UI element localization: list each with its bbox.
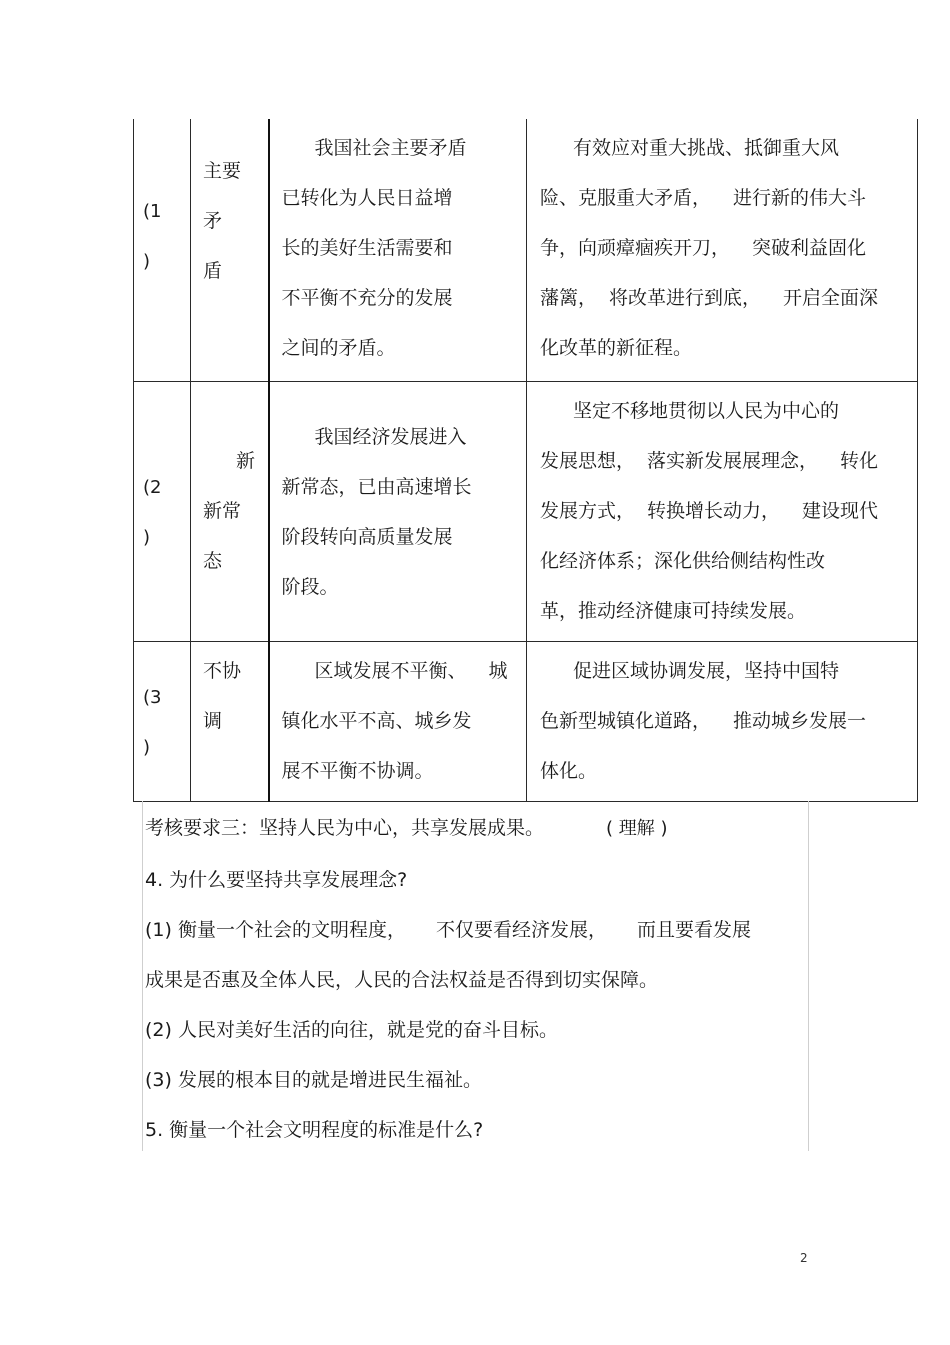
answer-1-part: 不仅要看经济发展， bbox=[435, 919, 607, 941]
problem-line bbox=[282, 646, 517, 696]
question-4: 4. 为什么要坚持共享发展理念? bbox=[145, 869, 408, 891]
topic-line: 主要 bbox=[203, 160, 242, 182]
problem-line: 阶段转向高质量发展 bbox=[281, 525, 453, 548]
measure-line: 化经济体系；深化供给侧结构性改 bbox=[540, 549, 826, 572]
problem-cell bbox=[269, 641, 527, 801]
requirement-heading bbox=[145, 813, 668, 840]
measure-fragment: 推动城乡发展一 bbox=[733, 709, 867, 732]
table-row bbox=[134, 381, 918, 641]
measure-line bbox=[540, 486, 907, 536]
problem-line: 之间的矛盾。 bbox=[281, 337, 396, 359]
topic-line: 矛 bbox=[203, 210, 223, 232]
problem-line: 长的美好生活需要和 bbox=[281, 237, 453, 259]
problem-line: 展不平衡不协调。 bbox=[281, 759, 434, 782]
measure-cell bbox=[527, 381, 918, 641]
measure-fragment: 转换增长动力， bbox=[647, 499, 781, 522]
comparison-table bbox=[133, 119, 918, 802]
topic-cell bbox=[191, 381, 269, 641]
row-number-cell bbox=[134, 381, 191, 641]
measure-fragment: 转化 bbox=[840, 449, 879, 472]
answer-1-continued: 成果是否惠及全体人民，人民的合法权益是否得到切实保障。 bbox=[145, 969, 659, 991]
problem-line: 我国经济发展进入 bbox=[314, 425, 467, 448]
problem-line: 已转化为人民日益增 bbox=[281, 187, 453, 209]
measure-line bbox=[540, 696, 907, 746]
measure-cell bbox=[527, 119, 918, 381]
row-number-cell bbox=[134, 119, 191, 381]
problem-cell bbox=[269, 119, 527, 381]
topic-line: 不协 bbox=[203, 659, 242, 682]
row-number: (3 bbox=[143, 686, 162, 708]
measure-fragment: 进行新的伟大斗 bbox=[733, 187, 867, 209]
measure-line bbox=[540, 223, 907, 273]
row-number-paren: ) bbox=[143, 526, 151, 548]
topic-line: 新 bbox=[236, 449, 256, 472]
measure-line: 坚定不移地贯彻以人民为中心的 bbox=[573, 399, 840, 422]
measure-fragment: 争，向顽瘴痼疾开刀， bbox=[540, 237, 731, 259]
problem-line: 我国社会主要矛盾 bbox=[314, 137, 467, 159]
topic-line: 盾 bbox=[203, 260, 223, 282]
measure-line: 革，推动经济健康可持续发展。 bbox=[540, 599, 807, 622]
topic-line: 态 bbox=[203, 549, 223, 572]
topic-line: 调 bbox=[203, 709, 223, 732]
measure-line: 有效应对重大挑战、抵御重大风 bbox=[573, 137, 840, 159]
measure-fragment: 色新型城镇化道路， bbox=[540, 709, 712, 732]
problem-fragment: 城 bbox=[488, 659, 508, 682]
table-row bbox=[134, 641, 918, 801]
answer-1-part: 而且要看发展 bbox=[636, 919, 751, 941]
requirement-tag: ( 理解 ) bbox=[606, 818, 668, 839]
measure-fragment: 险、克服重大矛盾， bbox=[540, 187, 712, 209]
measure-line: 促进区域协调发展，坚持中国特 bbox=[573, 659, 840, 682]
topic-line: 新常 bbox=[203, 499, 242, 522]
problem-line: 不平衡不充分的发展 bbox=[281, 287, 453, 309]
problem-line: 阶段。 bbox=[281, 575, 339, 598]
measure-line bbox=[540, 436, 907, 486]
measure-fragment: 发展思想， bbox=[540, 449, 636, 472]
measure-line bbox=[540, 273, 907, 323]
measure-fragment: 藩篱， bbox=[540, 287, 598, 309]
question-5: 5. 衡量一个社会文明程度的标准是什么? bbox=[145, 1119, 484, 1141]
measure-cell bbox=[527, 641, 918, 801]
measure-fragment: 落实新发展展理念， bbox=[647, 449, 819, 472]
page-number: 2 bbox=[800, 1251, 808, 1265]
measure-fragment: 发展方式， bbox=[540, 499, 636, 522]
measure-line: 体化。 bbox=[540, 759, 598, 782]
measure-line: 化改革的新征程。 bbox=[540, 337, 693, 359]
measure-fragment: 开启全面深 bbox=[783, 287, 879, 309]
topic-cell bbox=[191, 641, 269, 801]
problem-line: 镇化水平不高、城乡发 bbox=[281, 709, 472, 732]
problem-fragment: 区域发展不平衡、 bbox=[314, 659, 467, 682]
text-section bbox=[142, 801, 809, 1151]
answer-1 bbox=[145, 915, 751, 942]
topic-cell bbox=[191, 119, 269, 381]
table-row bbox=[134, 119, 918, 381]
problem-cell bbox=[269, 381, 527, 641]
measure-line bbox=[540, 173, 907, 223]
row-number: (1 bbox=[143, 201, 162, 222]
answer-2: (2) 人民对美好生活的向往，就是党的奋斗目标。 bbox=[145, 1019, 558, 1041]
row-number-paren: ) bbox=[143, 251, 151, 272]
row-number: (2 bbox=[143, 476, 162, 498]
measure-fragment: 突破利益固化 bbox=[752, 237, 867, 259]
measure-fragment: 建设现代 bbox=[802, 499, 879, 522]
problem-line: 新常态，已由高速增长 bbox=[281, 475, 472, 498]
row-number-paren: ) bbox=[143, 736, 151, 758]
row-number-cell bbox=[134, 641, 191, 801]
measure-fragment: 将改革进行到底， bbox=[609, 287, 762, 309]
answer-3: (3) 发展的根本目的就是增进民生福祉。 bbox=[145, 1069, 482, 1091]
requirement-text: 考核要求三：坚持人民为中心，共享发展成果。 bbox=[145, 817, 545, 839]
answer-1-part: (1) 衡量一个社会的文明程度， bbox=[145, 919, 406, 941]
